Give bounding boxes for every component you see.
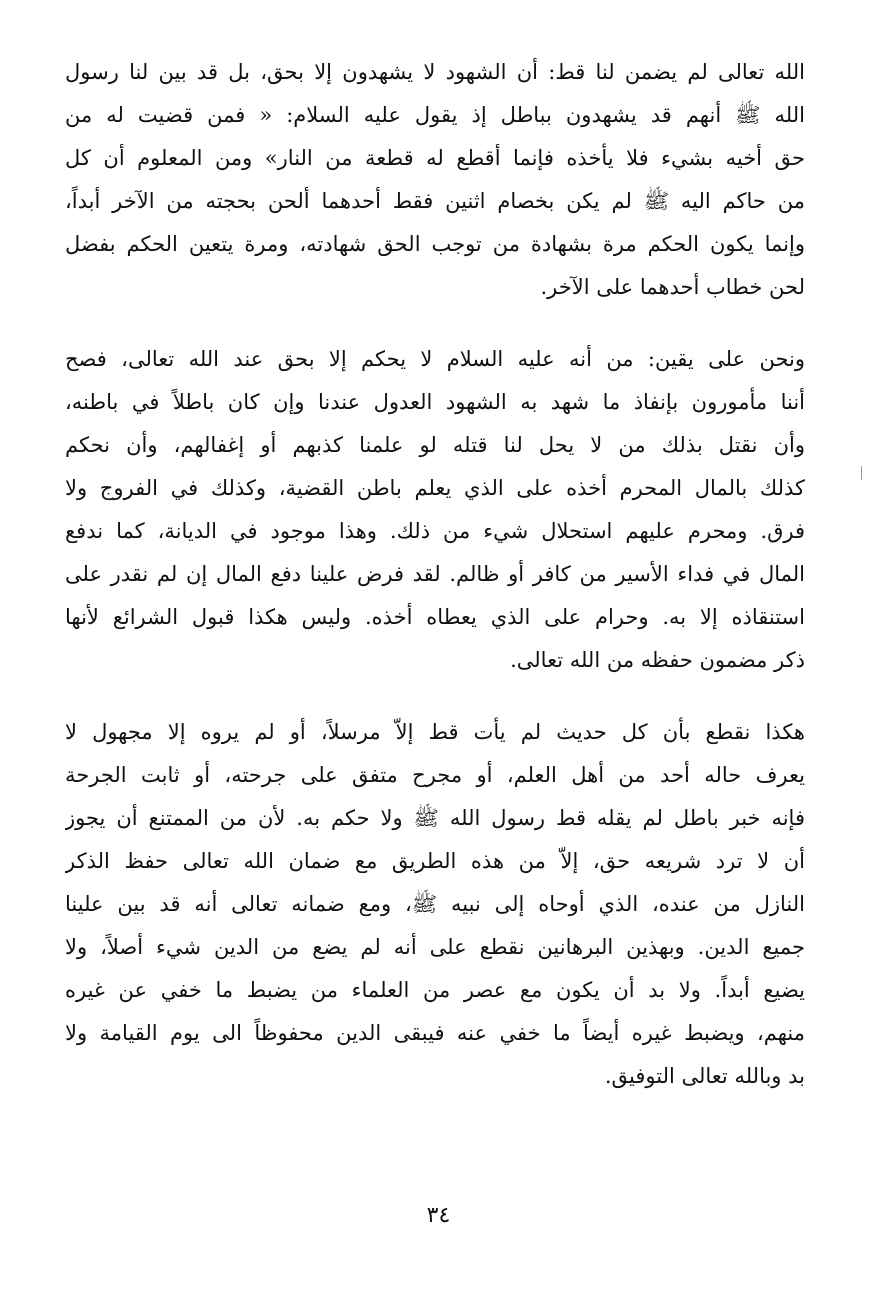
text-line: ونحن على يقين: من أنه عليه السلام لا يحكم إلا بحق عند الله تعالى، فصح bbox=[65, 347, 805, 371]
text-line: يضيع أبداً. ولا بد أن يكون مع عصر من العلماء من يضبط ما خفي عن غيره bbox=[65, 978, 805, 1002]
text-line: الله ﷺ أنهم قد يشهدون بباطل إذ يقول عليه السلام: « فمن قضيت له من bbox=[65, 103, 805, 127]
text-line: فإنه خبر باطل لم يقله قط رسول الله ﷺ ولا حكم به. لأن من الممتنع أن يجوز bbox=[65, 806, 805, 830]
text-line: النازل من عنده، الذي أوحاه إلى نبيه ﷺ، ومع ضمانه تعالى أنه قد بين علينا bbox=[65, 892, 805, 916]
text-line: جميع الدين. وبهذين البرهانين نقطع على أنه لم يضع من الدين شيء أصلاً، ولا bbox=[65, 935, 805, 959]
text-line: ذكر مضمون حفظه من الله تعالى. bbox=[510, 648, 805, 672]
text-line: كذلك بالمال المحرم أخذه على الذي يعلم باطن القضية، وكذلك في الفروج ولا bbox=[65, 476, 805, 500]
margin-mark bbox=[861, 466, 862, 480]
text-line: أن لا ترد شريعه حق، إلاّ من هذه الطريق مع ضمان الله تعالى حفظ الذكر bbox=[65, 849, 805, 873]
text-line: لحن خطاب أحدهما على الآخر. bbox=[540, 275, 805, 299]
page-number: ٣٤ bbox=[426, 1203, 451, 1228]
text-line: استنقاذه إلا به. وحرام على الذي يعطاه أخذه. وليس هكذا قبول الشرائع لأنها bbox=[65, 605, 805, 629]
text-line: أننا مأمورون بإنفاذ ما شهد به الشهود العدول عندنا وإن كان باطلاً في باطنه، bbox=[65, 390, 805, 414]
text-line: بد وبالله تعالى التوفيق. bbox=[604, 1064, 805, 1088]
text-line: حق أخيه بشيء فلا يأخذه فإنما أقطع له قطعة من النار» ومن المعلوم أن كل bbox=[65, 146, 805, 170]
text-line: فرق. ومحرم عليهم استحلال شيء من ذلك. وهذا موجود في الديانة، كما ندفع bbox=[65, 519, 805, 543]
text-line: الله تعالى لم يضمن لنا قط: أن الشهود لا يشهدون إلا بحق، بل قد بين لنا رسول bbox=[65, 60, 805, 84]
text-line: من حاكم اليه ﷺ لم يكن بخصام اثنين فقط أحدهما ألحن بحجته من الآخر أبداً، bbox=[65, 189, 805, 213]
text-line: وإنما يكون الحكم مرة بشهادة من توجب الحق شهادته، ومرة يتعين الحكم بفضل bbox=[65, 232, 805, 256]
text-line: يعرف حاله أحد من أهل العلم، أو مجرح متفق على جرحته، أو ثابت الجرحة bbox=[65, 763, 805, 787]
text-line: وأن نقتل بذلك من لا يحل لنا قتله لو علمنا كذبهم أو إغفالهم، وأن نحكم bbox=[65, 433, 805, 457]
text-line: منهم، ويضبط غيره أيضاً ما خفي عنه فيبقى الدين محفوظاً الى يوم القيامة ولا bbox=[65, 1021, 805, 1045]
text-line: المال في فداء الأسير من كافر أو ظالم. لقد فرض علينا دفع المال إن لم نقدر على bbox=[65, 562, 805, 586]
text-line: هكذا نقطع بأن كل حديث لم يأت قط إلاّ مرسلاً، أو لم يروه إلا مجهول لا bbox=[65, 720, 805, 744]
